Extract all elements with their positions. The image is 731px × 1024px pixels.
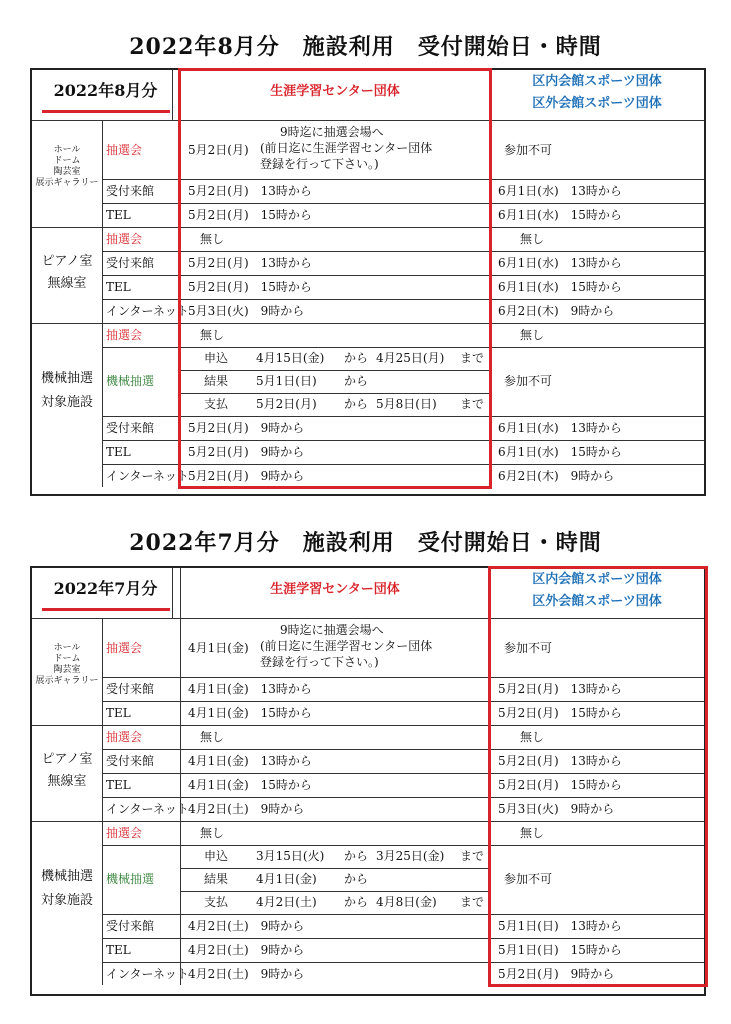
lottery-other: 参加不可 [504,143,553,157]
machine-from: から [344,895,369,909]
type-r2: 受付来館 [106,184,155,198]
category-line: 無線室 [47,774,87,789]
date-lifelong: 4月2日(土) 9時から [188,919,305,933]
date-sports: 無し [520,232,545,246]
category-line: ホール [53,643,81,653]
date-sports: 5月2日(月) 15時から [498,706,622,720]
date-sports: 5月1日(日) 15時から [498,943,622,957]
type-row: TEL [106,778,131,792]
machine-until: まで [460,849,485,863]
machine-date-from: 5月2日(月) [256,397,317,411]
date-lifelong: 5月2日(月) 13時から [188,256,312,270]
date-sports: 5月2日(月) 9時から [498,967,615,981]
machine-from: から [344,351,369,365]
type-lottery: 抽選会 [106,641,143,655]
machine-date-to: 4月25日(月) [376,351,445,365]
lottery-other: 参加不可 [504,641,553,655]
month-underline [42,608,170,611]
type-row: インターネット [106,802,189,816]
date-sports: 6月1日(水) 13時から [498,184,622,198]
month-underline [42,110,170,113]
lottery-note [260,622,480,670]
type-machine-lottery: 機械抽選 [106,872,155,886]
machine-date-from: 4月2日(土) [256,895,317,909]
machine-kind: 支払 [204,895,229,909]
type-r2: 受付来館 [106,682,155,696]
machine-date-from: 5月1日(日) [256,374,317,388]
machine-date-to: 5月8日(日) [376,397,437,411]
date-lottery: 4月1日(金) [188,641,249,655]
category-piano-radio [32,725,102,821]
note-line: (前日迄に生涯学習センター団体 [260,141,433,155]
type-r3: TEL [106,706,131,720]
machine-until: まで [460,351,485,365]
date-lifelong: 5月2日(月) 9時から [188,421,305,435]
date-sports: 6月1日(水) 15時から [498,280,622,294]
date-lifelong: 5月2日(月) 15時から [188,208,312,222]
col-header-lifelong: 生涯学習センター団体 [270,84,400,99]
category-line: 機械抽選 [40,371,93,386]
schedule-table-july [30,566,706,996]
highlight-box-lifelong [178,68,492,489]
category-line: ドーム [53,654,81,664]
type-machine-lottery: 機械抽選 [106,374,155,388]
category-line: 展示ギャラリー [35,178,99,188]
type-row: TEL [106,280,131,294]
type-row: TEL [106,445,131,459]
machine-until [460,868,490,891]
machine-from: から [344,849,369,863]
category-machine-lottery [32,821,102,986]
date-lifelong: 4月1日(金) 13時から [188,682,312,696]
type-row: インターネット [106,967,189,981]
category-line: 機械抽選 [40,869,93,884]
date-lifelong: 5月2日(月) 13時から [188,184,312,198]
category-hall-dome [32,121,102,227]
machine-date-from: 4月15日(金) [256,351,325,365]
date-sports: 5月2日(月) 15時から [498,778,622,792]
category-hall-dome [32,619,102,725]
date-sports: 6月1日(水) 13時から [498,421,622,435]
date-sports: 6月2日(木) 9時から [498,304,615,318]
type-lottery: 抽選会 [106,826,143,840]
note-line: 9時迄に抽選会場へ [280,125,384,139]
category-line: ホール [53,145,81,155]
date-lifelong: 無し [200,232,225,246]
date-lifelong: 5月3日(火) 9時から [188,304,305,318]
date-lifelong: 5月2日(月) 15時から [188,280,312,294]
date-sports: 5月1日(日) 13時から [498,919,622,933]
machine-date-to [376,868,466,891]
category-line: 無線室 [47,276,87,291]
category-machine-lottery [32,323,102,488]
type-row: 受付来館 [106,421,155,435]
category-line: ピアノ室 [41,254,93,269]
type-lottery: 抽選会 [106,143,143,157]
note-line: 登録を行って下さい。) [260,655,379,669]
date-lifelong: 5月2日(月) 9時から [188,469,305,483]
note-line: 登録を行って下さい。) [260,157,379,171]
page-title-july: 2022年7月分 施設利用 受付開始日・時間 [129,530,602,556]
date-sports: 6月1日(水) 15時から [498,208,622,222]
lottery-none: 無し [520,826,545,840]
date-sports: 5月2日(月) 13時から [498,754,622,768]
date-sports: 6月1日(水) 15時から [498,445,622,459]
machine-kind: 申込 [204,849,229,863]
type-row: 受付来館 [106,256,155,270]
date-lifelong: 4月1日(金) 13時から [188,754,312,768]
date-lifelong: 4月1日(金) 15時から [188,706,312,720]
category-line: 陶芸室 [53,167,81,177]
type-row: TEL [106,943,131,957]
date-lifelong: 4月2日(土) 9時から [188,967,305,981]
date-sports: 無し [520,730,545,744]
col-header-ward-outside: 区外会館スポーツ団体 [532,96,662,111]
type-row: 抽選会 [106,730,143,744]
type-row: インターネット [106,469,189,483]
col-divider [172,568,173,618]
schedule-table-august [30,68,706,496]
date-lifelong: 4月2日(土) 9時から [188,802,305,816]
category-line: 展示ギャラリー [35,676,99,686]
highlight-box-sports [488,566,708,987]
machine-kind: 申込 [204,351,229,365]
machine-date-from: 4月1日(金) [256,872,317,886]
col-header-ward-inside: 区内会館スポーツ団体 [532,74,662,89]
category-line: 対象施設 [40,395,93,410]
date-sports: 5月3日(火) 9時から [498,802,615,816]
col-divider [172,70,173,120]
machine-kind: 支払 [204,397,229,411]
category-piano-radio [32,227,102,323]
machine-date-to: 4月8日(金) [376,895,437,909]
machine-from: から [344,397,369,411]
type-row: インターネット [106,304,189,318]
date-lifelong: 5月2日(月) 9時から [188,445,305,459]
category-line: 対象施設 [40,893,93,908]
col-divider [102,120,103,487]
col-divider [180,568,181,985]
machine-until: まで [460,397,485,411]
lottery-none: 無し [200,826,225,840]
category-line: 陶芸室 [53,665,81,675]
category-line: ピアノ室 [41,752,93,767]
month-label: 2022年8月分 [53,81,158,100]
note-line: (前日迄に生涯学習センター団体 [260,639,433,653]
lottery-none: 無し [200,328,225,342]
date-sports: 5月2日(月) 13時から [498,682,622,696]
machine-kind: 結果 [204,872,229,886]
date-lifelong: 4月1日(金) 15時から [188,778,312,792]
date-lottery: 5月2日(月) [188,143,249,157]
date-lifelong: 4月2日(土) 9時から [188,943,305,957]
machine-until: まで [460,895,485,909]
date-sports: 6月1日(水) 13時から [498,256,622,270]
note-line: 9時迄に抽選会場へ [280,623,384,637]
machine-date-from: 3月15日(火) [256,849,325,863]
category-line: ドーム [53,156,81,166]
page-title-august: 2022年8月分 施設利用 受付開始日・時間 [129,34,602,60]
col-divider [102,618,103,985]
date-lifelong: 無し [200,730,225,744]
date-sports: 6月2日(木) 9時から [498,469,615,483]
type-r3: TEL [106,208,131,222]
machine-date-to: 3月25日(金) [376,849,445,863]
type-lottery: 抽選会 [106,328,143,342]
machine-kind: 結果 [204,374,229,388]
machine-from: から [344,374,369,388]
type-row: 受付来館 [106,754,155,768]
col-header-ward-outside: 区外会館スポーツ団体 [532,594,662,609]
col-header-ward-inside: 区内会館スポーツ団体 [532,572,662,587]
machine-other: 参加不可 [504,872,553,886]
machine-from: から [344,872,369,886]
lottery-none: 無し [520,328,545,342]
type-row: 受付来館 [106,919,155,933]
machine-other: 参加不可 [504,374,553,388]
col-header-lifelong: 生涯学習センター団体 [270,582,400,597]
type-row: 抽選会 [106,232,143,246]
month-label: 2022年7月分 [53,579,158,598]
